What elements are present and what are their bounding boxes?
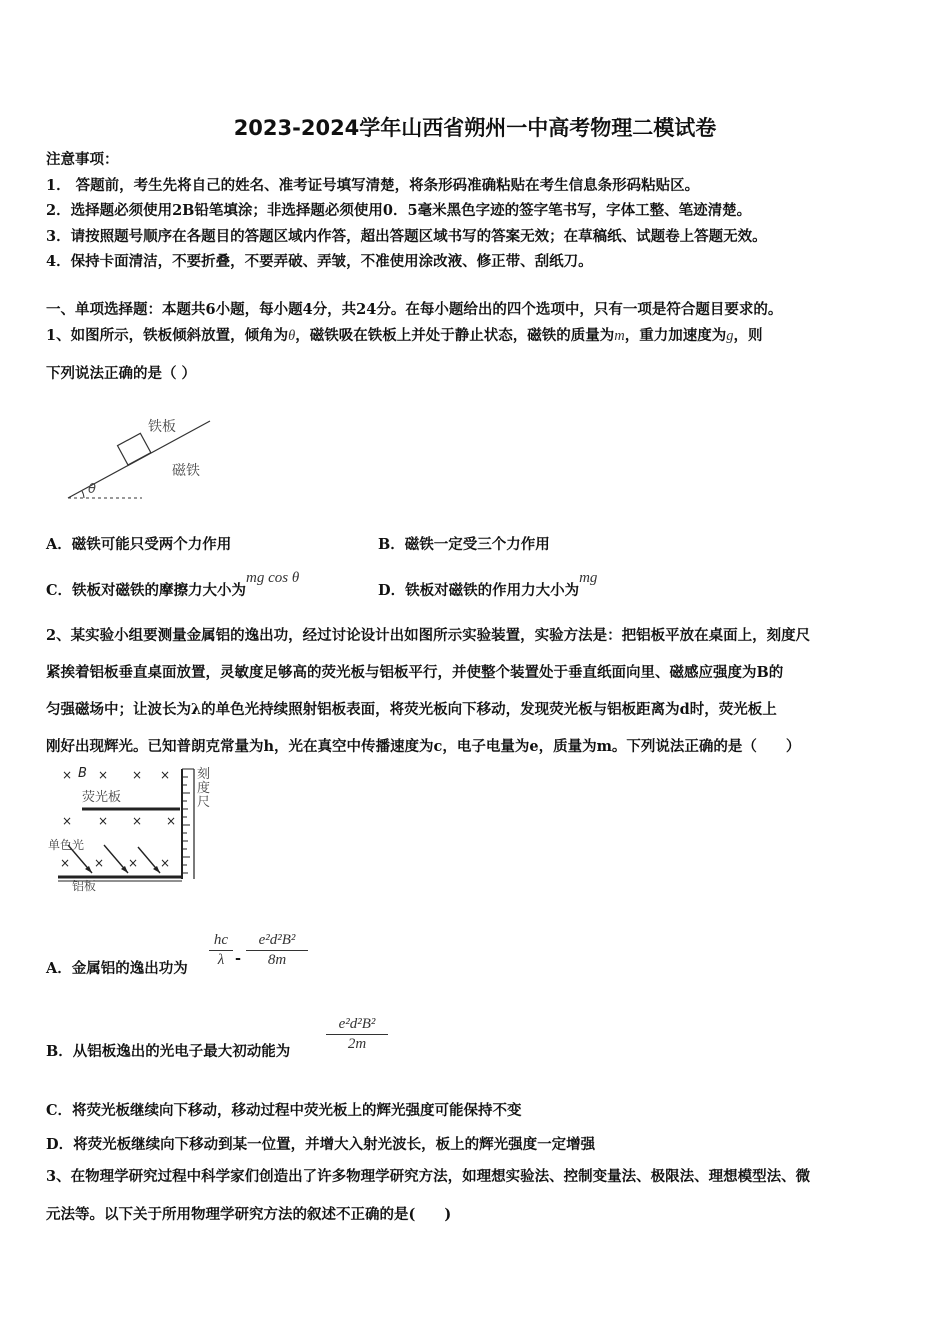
q2-stem-line3: 匀强磁场中；让波长为λ的单色光持续照射铝板表面，将荧光板向下移动，发现荧光板与铝板距离为d时，荧光板上: [46, 701, 777, 718]
q2-stem-line2: 紧挨着铝板垂直桌面放置，灵敏度足够高的荧光板与铝板平行，并使整个装置处于垂直纸面向里、磁感应强度为B的: [46, 664, 784, 681]
q2-light-label: 单色光: [48, 838, 85, 852]
page-title: 2023-2024学年山西省朔州一中高考物理二模试卷: [233, 116, 717, 140]
q1-angle-label: θ: [88, 482, 96, 497]
notice-item-3: 3．请按照题号顺序在各题目的答题区域内作答，超出答题区域书写的答案无效；在草稿纸、试题卷上答题无效。: [46, 228, 767, 245]
q2-field-mark-icon: ×: [94, 856, 105, 870]
q2-field-mark-icon: ×: [62, 768, 73, 782]
q2-option-a-fraction-1: hc λ: [209, 932, 233, 969]
q3-stem-line2: 元法等。以下关于所用物理学研究方法的叙述不正确的是( ): [46, 1206, 452, 1223]
q2-option-d[interactable]: D．将荧光板继续向下移动到某一位置，并增大入射光波长，板上的辉光强度一定增强: [46, 1136, 596, 1153]
notice-item-2: 2．选择题必须使用2B铅笔填涂；非选择题必须使用0．5毫米黑色字迹的签字笔书写，字体工整、笔迹清楚。: [46, 202, 752, 219]
q1-option-d[interactable]: D．铁板对磁铁的作用力大小为mg: [378, 570, 598, 599]
q2-option-a-fraction-2: e²d²B² 8m: [246, 932, 308, 969]
notice-item-4: 4．保持卡面清洁，不要折叠，不要弄破、弄皱，不准使用涂改液、修正带、刮纸刀。: [46, 253, 593, 270]
q2-ruler-label: 刻度尺: [197, 767, 211, 810]
notice-item-1: 1． 答题前，考生先将自己的姓名、准考证号填写清楚，将条形码准确粘贴在考生信息条形码粘贴区。: [46, 177, 700, 194]
q2-option-a[interactable]: A．金属铝的逸出功为: [46, 960, 188, 977]
q1-magnet-label: 磁铁: [172, 463, 200, 479]
q1-option-c[interactable]: C．铁板对磁铁的摩擦力大小为mg cos θ: [46, 570, 300, 599]
q2-field-mark-icon: ×: [132, 814, 143, 828]
q2-plate-label: 铝板: [72, 879, 97, 893]
q1-option-a[interactable]: A．磁铁可能只受两个力作用: [46, 536, 232, 553]
q2-field-mark-icon: ×: [166, 814, 177, 828]
q2-field-mark-icon: ×: [62, 814, 73, 828]
q2-field-mark-icon: ×: [132, 768, 143, 782]
q2-stem-line4: 刚好出现辉光。已知普朗克常量为h，光在真空中传播速度为c，电子电量为e，质量为m。下列说法正确的是（ ）: [46, 738, 801, 755]
q2-screen-label: 荧光板: [82, 790, 122, 805]
q2-field-mark-icon: ×: [98, 768, 109, 782]
q2-field-label: B: [78, 766, 87, 781]
section-heading: 一、单项选择题：本题共6小题，每小题4分，共24分。在每小题给出的四个选项中，只有一项是符合题目要求的。: [46, 301, 783, 318]
notice-heading: 注意事项：: [46, 151, 119, 168]
q3-stem-line1: 3、在物理学研究过程中科学家们创造出了许多物理学研究方法，如理想实验法、控制变量法、极限法、理想模型法、微: [46, 1168, 811, 1185]
q2-option-a-minus: -: [235, 950, 242, 967]
q2-field-mark-icon: ×: [60, 856, 71, 870]
q2-field-mark-icon: ×: [160, 768, 171, 782]
q2-option-b-fraction: e²d²B² 2m: [326, 1016, 388, 1053]
q1-incline-figure: [60, 405, 230, 505]
q2-option-c[interactable]: C．将荧光板继续向下移动，移动过程中荧光板上的辉光强度可能保持不变: [46, 1102, 522, 1119]
q1-stem-line2: 下列说法正确的是（ ）: [46, 365, 197, 382]
q2-field-mark-icon: ×: [98, 814, 109, 828]
q1-stem-line1: 1、如图所示，铁板倾斜放置，倾角为θ，磁铁吸在铁板上并处于静止状态，磁铁的质量为m，重力加速度为g，则: [46, 327, 763, 344]
q1-plate-label: 铁板: [148, 419, 176, 435]
q2-field-mark-icon: ×: [128, 856, 139, 870]
q2-stem-line1: 2、某实验小组要测量金属铝的逸出功，经过讨论设计出如图所示实验装置，实验方法是：把铝板平放在桌面上，刻度尺: [46, 627, 811, 644]
q1-option-b[interactable]: B．磁铁一定受三个力作用: [378, 536, 550, 553]
q2-option-b[interactable]: B．从铝板逸出的光电子最大初动能为: [46, 1043, 291, 1060]
q2-field-mark-icon: ×: [160, 856, 171, 870]
